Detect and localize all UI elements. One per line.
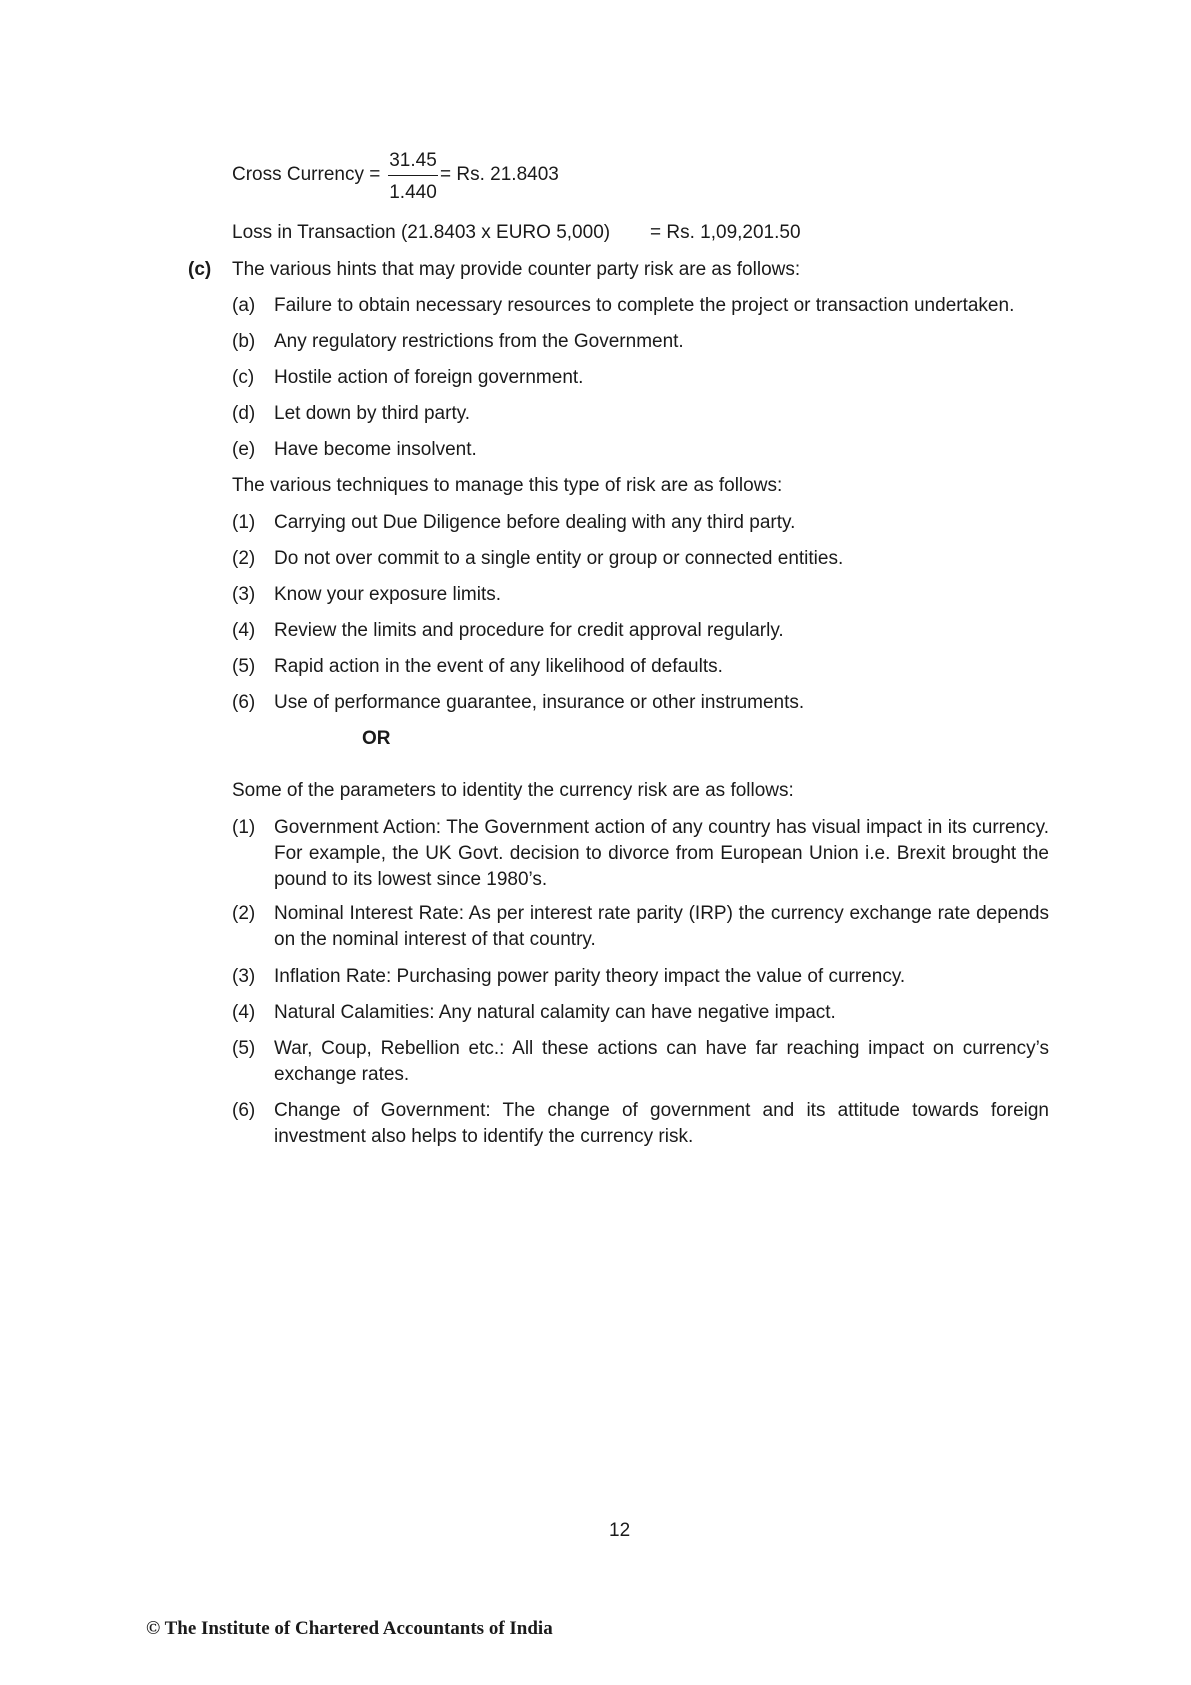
list-item: Government Action: The Government action of any country has visual impact in its currency. For example, the UK Govt. decision to divorce from European Union i.e. Brexit brought the pound to its lowest since 1980’s. [274, 817, 1049, 890]
techniques-intro: The various techniques to manage this type of risk are as follows: [232, 475, 783, 496]
list-item-label: (d) [232, 403, 256, 424]
list-item: Any regulatory restrictions from the Government. [274, 331, 684, 352]
page-number: 12 [609, 1520, 631, 1541]
list-item-label: (b) [232, 331, 256, 352]
fraction-denominator: 1.440 [389, 182, 437, 203]
list-item: Change of Government: The change of government and its attitude towards foreign investment also helps to identify the currency risk. [274, 1100, 1049, 1147]
list-item-label: (2) [232, 548, 256, 569]
list-item-label: (5) [232, 1038, 256, 1059]
fraction-bar [388, 175, 438, 176]
section-c-marker: (c) [188, 259, 212, 280]
list-item-label: (4) [232, 1002, 256, 1023]
list-item: Let down by third party. [274, 403, 471, 424]
list-item-label: (c) [232, 367, 255, 388]
list-item: Nominal Interest Rate: As per interest rate parity (IRP) the currency exchange rate depends on the nominal interest of that country. [274, 903, 1049, 950]
hints-intro: The various hints that may provide counter party risk are as follows: [232, 259, 801, 280]
cross-currency-label: Cross Currency = [232, 164, 381, 185]
fraction-numerator: 31.45 [389, 150, 437, 171]
list-item-label: (3) [232, 584, 256, 605]
list-item: Know your exposure limits. [274, 584, 502, 605]
loss-value: = Rs. 1,09,201.50 [650, 222, 801, 243]
loss-label: Loss in Transaction (21.8403 x EURO 5,000) [232, 222, 611, 243]
list-item: Rapid action in the event of any likelihood of defaults. [274, 656, 723, 677]
list-item: Hostile action of foreign government. [274, 367, 584, 388]
list-item-label: (3) [232, 966, 256, 987]
list-item: Natural Calamities: Any natural calamity can have negative impact. [274, 1002, 836, 1023]
list-item: Use of performance guarantee, insurance or other instruments. [274, 692, 805, 713]
list-item-label: (a) [232, 295, 256, 316]
list-item-label: (6) [232, 1100, 256, 1121]
list-item: Review the limits and procedure for credit approval regularly. [274, 620, 784, 641]
list-item-label: (6) [232, 692, 256, 713]
list-item-label: (1) [232, 512, 256, 533]
list-item-label: (5) [232, 656, 256, 677]
list-item: Carrying out Due Diligence before dealing with any third party. [274, 512, 796, 533]
list-item-label: (1) [232, 817, 256, 838]
or-separator: OR [362, 728, 391, 749]
list-item-label: (2) [232, 903, 256, 924]
list-item: Inflation Rate: Purchasing power parity theory impact the value of currency. [274, 966, 906, 987]
list-item: War, Coup, Rebellion etc.: All these actions can have far reaching impact on currency’s exchange rates. [274, 1038, 1049, 1085]
cross-currency-result: = Rs. 21.8403 [440, 164, 559, 185]
footer-copyright: © The Institute of Chartered Accountants of India [146, 1618, 553, 1639]
list-item-label: (4) [232, 620, 256, 641]
list-item: Do not over commit to a single entity or group or connected entities. [274, 548, 844, 569]
list-item: Have become insolvent. [274, 439, 477, 460]
list-item: Failure to obtain necessary resources to complete the project or transaction undertaken. [274, 295, 1015, 316]
currency-intro: Some of the parameters to identity the currency risk are as follows: [232, 780, 794, 801]
list-item-label: (e) [232, 439, 256, 460]
